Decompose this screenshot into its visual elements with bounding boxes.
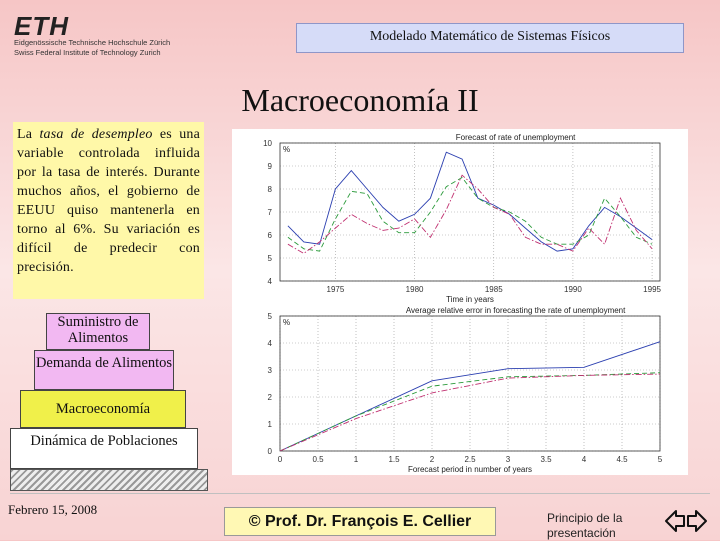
paragraph-body: es una variable controlada influida por la tasa de interés. Durante muchos años, el gobierno de EEUU quiso mantenerla en torno al 6%. Su variación es difícil de predecir con precisión. — [17, 127, 201, 275]
unit-label: % — [283, 318, 291, 327]
x-tick-label: 1995 — [643, 285, 661, 294]
y-tick-label: 5 — [267, 254, 272, 263]
double-arrow-icon[interactable] — [664, 506, 708, 536]
logo-line-german: Eidgenössische Technische Hochschule Zürich — [14, 38, 171, 47]
charts-panel — [232, 129, 688, 475]
slide-date: Febrero 15, 2008 — [8, 502, 98, 517]
y-tick-label: 8 — [267, 185, 272, 194]
x-tick-label: 0.5 — [312, 455, 324, 464]
logo-wordmark: ETH — [14, 11, 69, 41]
y-tick-label: 4 — [267, 339, 272, 348]
y-tick-label: 10 — [263, 139, 272, 148]
course-title: Modelado Matemático de Sistemas Físicos — [296, 23, 684, 53]
x-tick-label: 2.5 — [464, 455, 476, 464]
x-axis-label: Forecast period in number of years — [407, 465, 533, 474]
y-tick-label: 2 — [267, 393, 272, 402]
block-label: Demanda de Alimentos — [35, 355, 173, 371]
x-tick-label: 1980 — [405, 285, 424, 294]
block-label: Dinámica de Poblaciones — [30, 433, 178, 449]
y-tick-label: 3 — [267, 366, 272, 375]
paragraph-prefix: La — [17, 127, 40, 142]
x-tick-label: 3.5 — [540, 455, 552, 464]
x-tick-label: 1975 — [326, 285, 345, 294]
x-tick-label: 0 — [277, 455, 283, 464]
y-tick-label: 0 — [267, 447, 272, 456]
x-tick-label: 1.5 — [388, 455, 400, 464]
series-line — [288, 178, 652, 252]
block-label: Macroeconomía — [55, 401, 151, 417]
x-axis-label: Time in years — [446, 295, 494, 304]
description-paragraph — [17, 125, 200, 277]
eth-logo — [14, 11, 214, 64]
paragraph-emphasis: tasa de desempleo — [39, 127, 153, 142]
block-label: Suministro de Alimentos — [57, 314, 139, 346]
slide-title: Macroeconomía II — [241, 82, 479, 118]
y-tick-label: 4 — [267, 277, 272, 286]
x-tick-label: 1990 — [564, 285, 582, 294]
x-tick-label: 3 — [505, 455, 511, 464]
y-tick-label: 9 — [267, 162, 272, 171]
y-tick-label: 5 — [267, 312, 272, 321]
y-tick-label: 1 — [267, 420, 272, 429]
unit-label: % — [283, 145, 291, 154]
y-tick-label: 7 — [267, 208, 272, 217]
x-tick-label: 5 — [657, 455, 663, 464]
chart-title: Average relative error in forecasting the rate of unemployment — [405, 306, 626, 315]
copyright-label: © Prof. Dr. François E. Cellier — [224, 507, 496, 536]
x-tick-label: 1985 — [484, 285, 503, 294]
series-line — [288, 152, 652, 251]
y-tick-label: 6 — [267, 231, 272, 240]
tower-block-population-dynamics — [10, 428, 198, 469]
footer-divider — [10, 493, 710, 494]
tower-block-food-demand — [34, 350, 174, 390]
chart-title: Forecast of rate of unemployment — [455, 133, 576, 142]
x-tick-label: 2 — [429, 455, 435, 464]
x-tick-label: 4 — [581, 455, 587, 464]
tower-block-food-supply — [46, 313, 150, 350]
home-link[interactable]: Principio de la presentación — [547, 511, 623, 540]
x-tick-label: 4.5 — [616, 455, 628, 464]
x-tick-label: 1 — [353, 455, 359, 464]
logo-line-english: Swiss Federal Institute of Technology Zurich — [14, 48, 161, 57]
tower-base-hatch — [10, 469, 208, 491]
tower-block-macroeconomy — [20, 390, 186, 428]
text-box — [13, 122, 204, 299]
